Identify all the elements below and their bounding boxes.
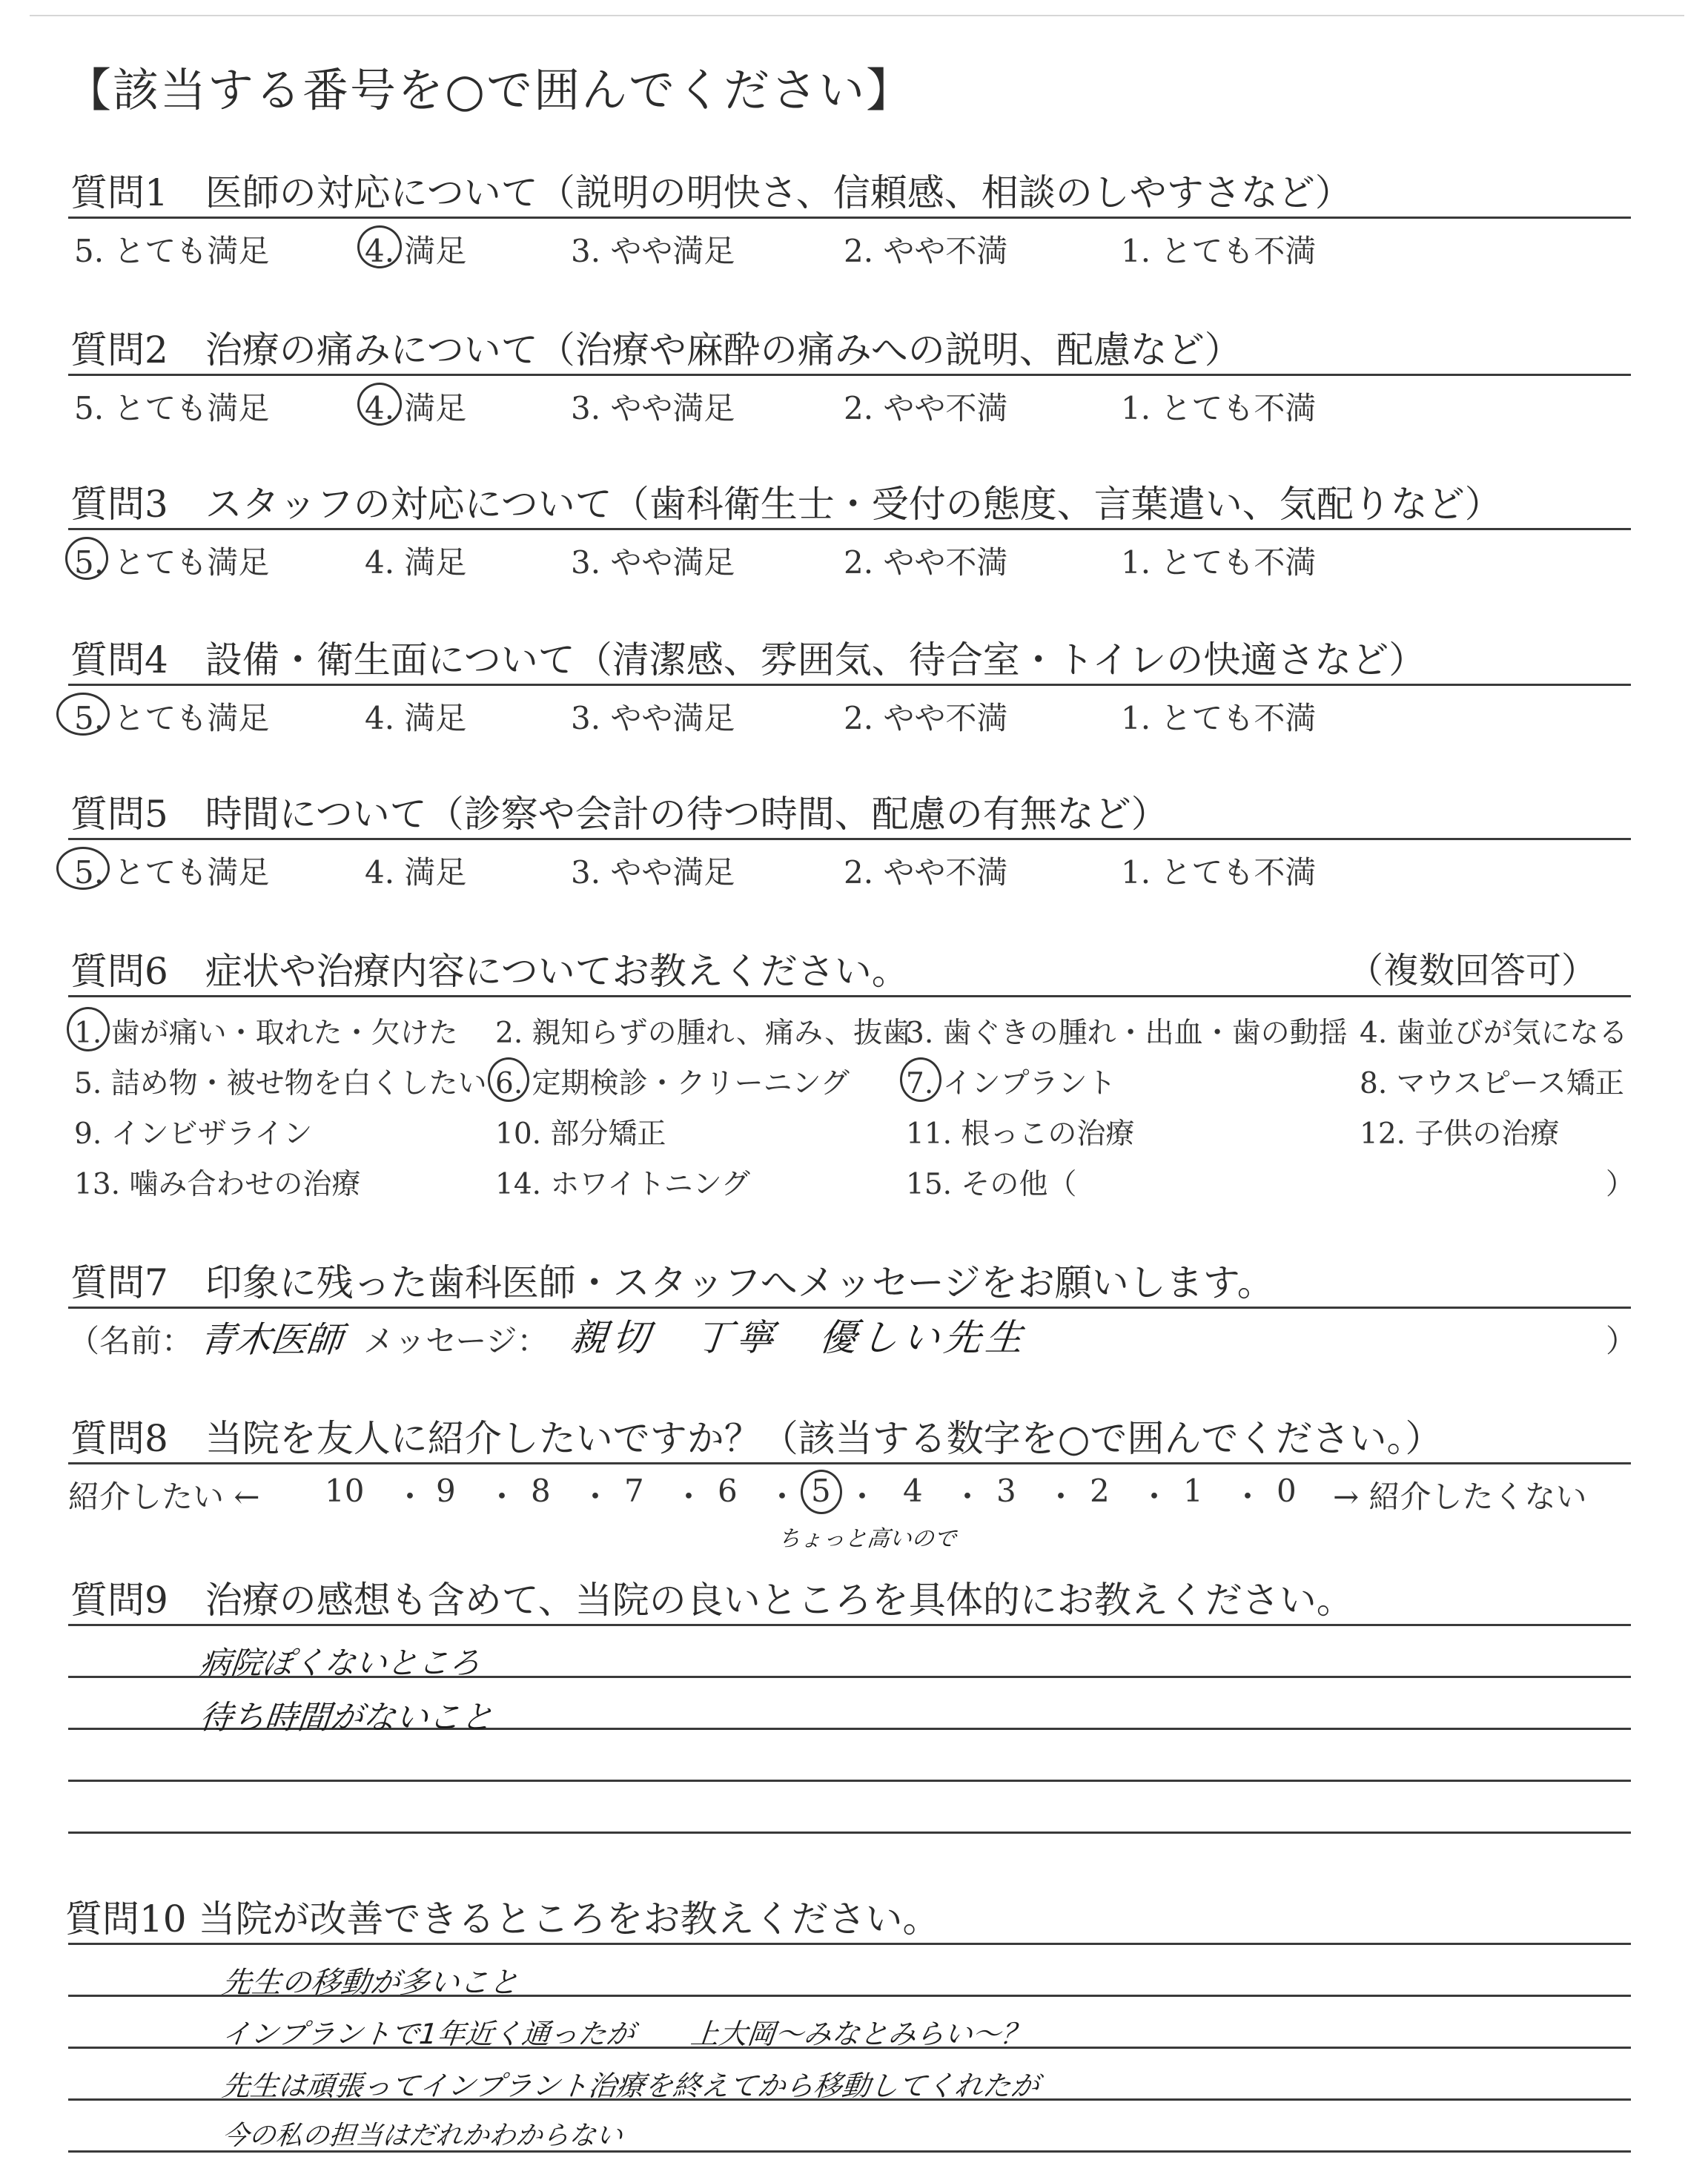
- scale-dot: ・: [847, 1479, 878, 1515]
- answer-text[interactable]: インプラントで1年近く通ったが 上大岡～みなとみらい～？: [220, 2018, 1031, 2050]
- message-label: メッセージ：: [363, 1323, 549, 1359]
- scale-dot: ・: [486, 1479, 518, 1515]
- name-label: （名前：: [68, 1323, 193, 1359]
- question-1-rule: [68, 217, 1631, 219]
- scale-9[interactable]: 9: [436, 1473, 456, 1509]
- question-8-title: 質問8 当院を友人に紹介したいですか？（該当する数字を○で囲んでください。）: [70, 1417, 1443, 1460]
- rating-option-3[interactable]: 3. やや満足: [571, 233, 735, 269]
- scale-7[interactable]: 7: [624, 1473, 644, 1509]
- question-8-rule: [68, 1462, 1631, 1464]
- scale-2[interactable]: 2: [1090, 1473, 1110, 1509]
- scale-dot: ・: [580, 1479, 612, 1515]
- question-5-rule: [68, 838, 1631, 840]
- selection-circle: [801, 1470, 842, 1514]
- rating-option-1[interactable]: 1. とても不満: [1121, 544, 1317, 581]
- scale-dot: ・: [767, 1479, 798, 1515]
- question-7-title: 質問7 印象に残った歯科医師・スタッフへメッセージをお願いします。: [70, 1261, 1274, 1304]
- question-6-title: 質問6 症状や治療内容についてお教えください。: [70, 950, 909, 993]
- rating-option-1[interactable]: 1. とても不満: [1121, 700, 1317, 736]
- symptom-option-5[interactable]: 5. 詰め物・被せ物を白くしたい: [74, 1067, 487, 1100]
- rating-option-1[interactable]: 1. とても不満: [1121, 390, 1317, 426]
- rating-option-5[interactable]: 5. とても満足: [74, 854, 270, 891]
- rating-option-2[interactable]: 2. やや不満: [844, 390, 1008, 426]
- selection-circle: [67, 1007, 110, 1051]
- symptom-option-2[interactable]: 2. 親知らずの腫れ、痛み、抜歯: [495, 1017, 912, 1050]
- question-2-title: 質問2 治療の痛みについて（治療や麻酔の痛みへの説明、配慮など）: [70, 328, 1242, 371]
- rating-option-4[interactable]: 4. 満足: [365, 544, 467, 581]
- scale-3[interactable]: 3: [996, 1473, 1016, 1509]
- selection-circle: [357, 225, 402, 268]
- recommend-left-label: 紹介したい ←: [68, 1479, 260, 1515]
- rating-option-3[interactable]: 3. やや満足: [571, 700, 735, 736]
- answer-line: [68, 1780, 1631, 1782]
- rating-option-4[interactable]: 4. 満足: [365, 854, 467, 891]
- rating-option-5[interactable]: 5. とても満足: [74, 233, 270, 269]
- scale-dot: ・: [1139, 1479, 1171, 1515]
- recommend-right-label: → 紹介したくない: [1333, 1479, 1587, 1515]
- symptom-option-4[interactable]: 4. 歯並びが気になる: [1360, 1017, 1628, 1050]
- selection-circle: [900, 1057, 941, 1102]
- rating-option-4[interactable]: 4. 満足: [365, 390, 467, 426]
- answer-line: [68, 1943, 1631, 1945]
- rating-option-3[interactable]: 3. やや満足: [571, 390, 735, 426]
- symptom-option-13[interactable]: 13. 噛み合わせの治療: [74, 1168, 361, 1201]
- scale-5[interactable]: 5: [811, 1473, 831, 1509]
- symptom-option-10[interactable]: 10. 部分矯正: [495, 1117, 666, 1151]
- scale-1[interactable]: 1: [1183, 1473, 1203, 1509]
- question-2-rule: [68, 374, 1631, 376]
- answer-text[interactable]: 待ち時間がないこと: [197, 1699, 496, 1737]
- rating-option-5[interactable]: 5. とても満足: [74, 390, 270, 426]
- rating-option-1[interactable]: 1. とても不満: [1121, 854, 1317, 891]
- rating-option-2[interactable]: 2. やや不満: [844, 700, 1008, 736]
- symptom-option-14[interactable]: 14. ホワイトニング: [495, 1168, 750, 1201]
- question-1-title: 質問1 医師の対応について（説明の明快さ、信頼感、相談のしやすさなど）: [70, 171, 1352, 214]
- question-3-title: 質問3 スタッフの対応について（歯科衛生士・受付の態度、言葉遣い、気配りなど）: [70, 483, 1502, 526]
- scale-10[interactable]: 10: [325, 1473, 365, 1509]
- name-value[interactable]: 青木医師: [197, 1319, 345, 1361]
- rating-option-4[interactable]: 4. 満足: [365, 700, 467, 736]
- question-6-rule: [68, 995, 1631, 997]
- rating-option-3[interactable]: 3. やや満足: [571, 544, 735, 581]
- scale-4[interactable]: 4: [903, 1473, 923, 1509]
- answer-text[interactable]: 先生の移動が多いこと: [220, 1966, 521, 2000]
- rating-option-2[interactable]: 2. やや不満: [844, 854, 1008, 891]
- rating-option-2[interactable]: 2. やや不満: [844, 233, 1008, 269]
- question-4-title: 質問4 設備・衛生面について（清潔感、雰囲気、待合室・トイレの快適さなど）: [70, 638, 1426, 681]
- selection-circle: [56, 847, 110, 890]
- handwritten-note: ちょっと高いので: [776, 1526, 958, 1552]
- symptom-option-15[interactable]: 15. その他（: [906, 1168, 1077, 1201]
- answer-text[interactable]: 病院ぽくないところ: [198, 1645, 483, 1681]
- message-close-paren: ）: [1606, 1323, 1638, 1359]
- question-3-rule: [68, 528, 1631, 530]
- symptom-option-12[interactable]: 12. 子供の治療: [1360, 1117, 1560, 1151]
- selection-circle: [357, 383, 402, 426]
- symptom-option-7[interactable]: 7. インプラント: [906, 1067, 1116, 1100]
- question-9-title: 質問9 治療の感想も含めて、当院の良いところを具体的にお教えください。: [70, 1579, 1354, 1622]
- message-value[interactable]: 親切 丁寧 優しい先生: [568, 1316, 1030, 1359]
- rating-option-1[interactable]: 1. とても不満: [1121, 233, 1317, 269]
- scale-dot: ・: [1232, 1479, 1264, 1515]
- answer-text[interactable]: 今の私の担当はだれかわからない: [220, 2121, 624, 2151]
- scale-0[interactable]: 0: [1277, 1473, 1297, 1509]
- rating-option-5[interactable]: 5. とても満足: [74, 544, 270, 581]
- selection-circle: [56, 693, 110, 736]
- answer-text[interactable]: 先生は頑張ってインプラント治療を終えてから移動してくれたが: [220, 2070, 1041, 2102]
- top-border-line: [30, 15, 1684, 16]
- scale-dot: ・: [394, 1479, 426, 1515]
- answer-line: [68, 1832, 1631, 1834]
- rating-option-5[interactable]: 5. とても満足: [74, 700, 270, 736]
- symptom-option-6[interactable]: 6. 定期検診・クリーニング: [495, 1067, 850, 1100]
- page-heading: 【該当する番号を○で囲んでください】: [65, 63, 914, 117]
- scale-dot: ・: [673, 1479, 705, 1515]
- scale-dot: ・: [952, 1479, 984, 1515]
- multiple-answer-note: （複数回答可）: [1347, 950, 1597, 991]
- selection-circle: [65, 537, 108, 580]
- scale-dot: ・: [1045, 1479, 1077, 1515]
- scale-8[interactable]: 8: [531, 1473, 551, 1509]
- selection-circle: [488, 1057, 529, 1102]
- rating-option-3[interactable]: 3. やや満足: [571, 854, 735, 891]
- question-10-title: 質問10 当院が改善できるところをお教えください。: [65, 1898, 940, 1941]
- symptom-option-11[interactable]: 11. 根っこの治療: [906, 1117, 1135, 1151]
- question-5-title: 質問5 時間について（診察や会計の待つ時間、配慮の有無など）: [70, 793, 1168, 836]
- symptom-option-8[interactable]: 8. マウスピース矯正: [1360, 1067, 1624, 1100]
- rating-option-2[interactable]: 2. やや不満: [844, 544, 1008, 581]
- symptom-option-1[interactable]: 1. 歯が痛い・取れた・欠けた: [74, 1017, 458, 1050]
- symptom-option-15-close: ）: [1606, 1168, 1635, 1201]
- question-4-rule: [68, 684, 1631, 686]
- symptom-option-3[interactable]: 3. 歯ぐきの腫れ・出血・歯の動揺: [906, 1017, 1348, 1050]
- symptom-option-9[interactable]: 9. インビザライン: [74, 1117, 313, 1151]
- rating-option-4[interactable]: 4. 満足: [365, 233, 467, 269]
- answer-line: [68, 1624, 1631, 1626]
- scale-6[interactable]: 6: [718, 1473, 738, 1509]
